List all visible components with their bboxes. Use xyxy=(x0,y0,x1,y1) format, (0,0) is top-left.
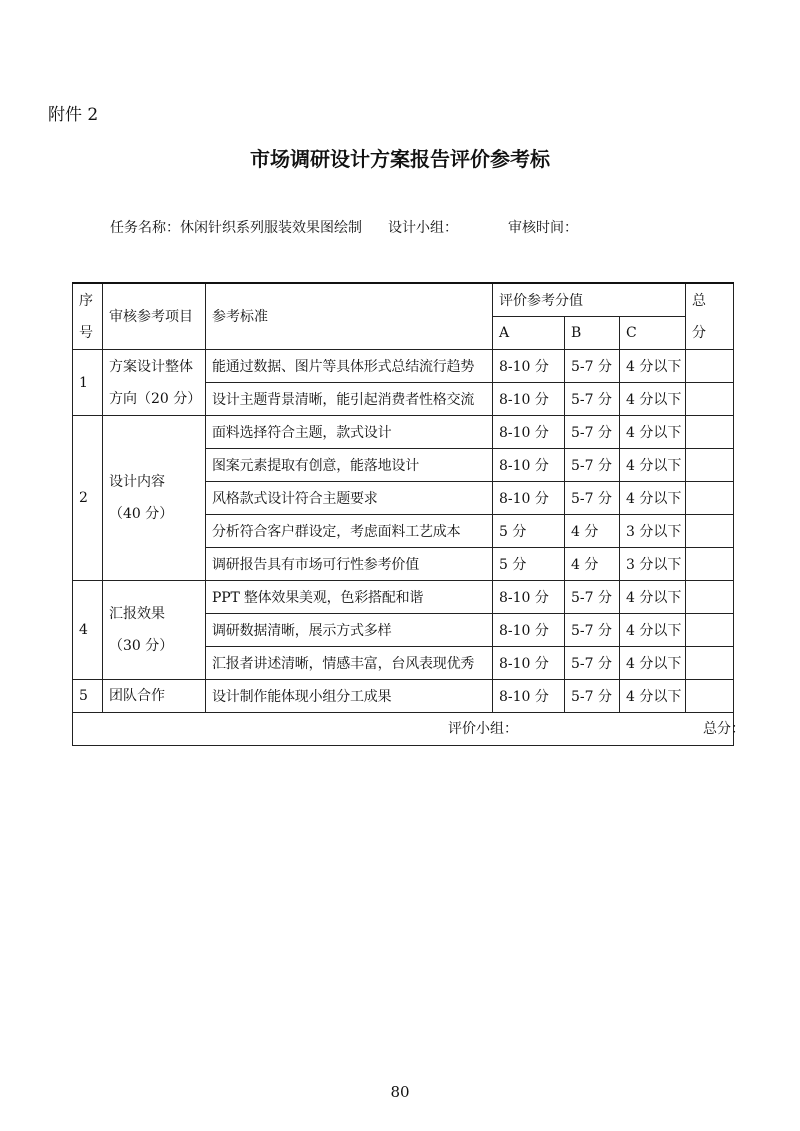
section-item: 方案设计整体 方向（20 分） xyxy=(103,350,206,416)
table-row xyxy=(73,416,734,449)
header-criteria: 参考标准 xyxy=(206,283,493,350)
section-seq: 2 xyxy=(73,416,103,581)
criteria-cell: 面料选择符合主题，款式设计 xyxy=(206,416,493,449)
section-item: 团队合作 xyxy=(103,680,206,713)
score-a-cell: 8-10 分 xyxy=(493,647,565,680)
score-c-cell: 4 分以下 xyxy=(620,647,686,680)
score-c-cell: 4 分以下 xyxy=(620,350,686,383)
section-seq: 4 xyxy=(73,581,103,680)
score-b-cell: 5-7 分 xyxy=(565,614,620,647)
criteria-cell: 能通过数据、图片等具体形式总结流行趋势 xyxy=(206,350,493,383)
header-grade-c: C xyxy=(620,317,686,350)
evaluation-group-label: 评价小组： xyxy=(448,721,518,737)
criteria-cell: 分析符合客户群设定，考虑面料工艺成本 xyxy=(206,515,493,548)
evaluation-table xyxy=(72,282,745,746)
score-b-cell: 5-7 分 xyxy=(565,449,620,482)
total-cell xyxy=(686,647,734,680)
criteria-cell: 图案元素提取有创意，能落地设计 xyxy=(206,449,493,482)
score-c-cell: 4 分以下 xyxy=(620,680,686,713)
header-seq xyxy=(73,283,103,350)
score-a-cell: 8-10 分 xyxy=(493,581,565,614)
score-c-cell: 4 分以下 xyxy=(620,416,686,449)
criteria-cell: 设计主题背景清晰，能引起消费者性格交流 xyxy=(206,383,493,416)
score-a-cell: 5 分 xyxy=(493,548,565,581)
score-b-cell: 5-7 分 xyxy=(565,350,620,383)
task-name: 任务名称：休闲针织系列服装效果图绘制 xyxy=(110,220,362,236)
total-cell xyxy=(686,548,734,581)
score-c-cell: 3 分以下 xyxy=(620,548,686,581)
score-a-cell: 8-10 分 xyxy=(493,482,565,515)
criteria-cell: 调研数据清晰，展示方式多样 xyxy=(206,614,493,647)
table-row xyxy=(73,581,734,614)
score-a-cell: 8-10 分 xyxy=(493,614,565,647)
total-cell xyxy=(686,350,734,383)
score-b-cell: 5-7 分 xyxy=(565,383,620,416)
total-cell xyxy=(686,581,734,614)
score-b-cell: 5-7 分 xyxy=(565,581,620,614)
score-a-cell: 8-10 分 xyxy=(493,680,565,713)
score-c-cell: 4 分以下 xyxy=(620,449,686,482)
score-a-cell: 8-10 分 xyxy=(493,350,565,383)
total-cell xyxy=(686,515,734,548)
header-total xyxy=(686,283,734,350)
total-cell xyxy=(686,449,734,482)
total-cell xyxy=(686,482,734,515)
score-b-cell: 4 分 xyxy=(565,548,620,581)
score-c-cell: 4 分以下 xyxy=(620,482,686,515)
header-total-line-2: 分 xyxy=(692,324,707,341)
section-seq: 1 xyxy=(73,350,103,416)
criteria-cell: 调研报告具有市场可行性参考价值 xyxy=(206,548,493,581)
section-item: 设计内容 （40 分） xyxy=(103,416,206,581)
total-cell xyxy=(686,416,734,449)
criteria-cell: 风格款式设计符合主题要求 xyxy=(206,482,493,515)
score-a-cell: 8-10 分 xyxy=(493,449,565,482)
score-a-cell: 8-10 分 xyxy=(493,383,565,416)
score-b-cell: 4 分 xyxy=(565,515,620,548)
header-grade-a: A xyxy=(493,317,565,350)
criteria-cell: PPT 整体效果美观，色彩搭配和谐 xyxy=(206,581,493,614)
score-b-cell: 5-7 分 xyxy=(565,482,620,515)
score-b-cell: 5-7 分 xyxy=(565,680,620,713)
score-c-cell: 4 分以下 xyxy=(620,614,686,647)
footer-row xyxy=(73,713,734,746)
document-title: 市场调研设计方案报告评价参考标 xyxy=(250,147,550,171)
total-cell xyxy=(686,680,734,713)
review-time-label: 审核时间： xyxy=(508,220,578,236)
table-row xyxy=(73,350,734,383)
total-score-label: 总分： xyxy=(703,721,745,737)
header-score-group: 评价参考分值 xyxy=(493,283,686,317)
score-c-cell: 3 分以下 xyxy=(620,515,686,548)
criteria-cell: 设计制作能体现小组分工成果 xyxy=(206,680,493,713)
score-b-cell: 5-7 分 xyxy=(565,647,620,680)
attachment-label: 附件 2 xyxy=(48,105,99,125)
score-a-cell: 5 分 xyxy=(493,515,565,548)
table-row xyxy=(73,680,734,713)
section-item: 汇报效果 （30 分） xyxy=(103,581,206,680)
page-number: 80 xyxy=(390,1083,410,1101)
total-cell xyxy=(686,383,734,416)
design-group-label: 设计小组： xyxy=(388,220,458,236)
header-seq-line-2: 号 xyxy=(79,324,93,341)
header-seq-line-1: 序 xyxy=(79,292,93,309)
score-b-cell: 5-7 分 xyxy=(565,416,620,449)
header-grade-b: B xyxy=(565,317,620,350)
header-total-line-1: 总 xyxy=(692,292,707,309)
section-seq: 5 xyxy=(73,680,103,713)
header-item: 审核参考项目 xyxy=(103,283,206,350)
score-a-cell: 8-10 分 xyxy=(493,416,565,449)
total-cell xyxy=(686,614,734,647)
score-c-cell: 4 分以下 xyxy=(620,383,686,416)
header-row xyxy=(73,283,734,317)
criteria-cell: 汇报者讲述清晰，情感丰富，台风表现优秀 xyxy=(206,647,493,680)
score-c-cell: 4 分以下 xyxy=(620,581,686,614)
